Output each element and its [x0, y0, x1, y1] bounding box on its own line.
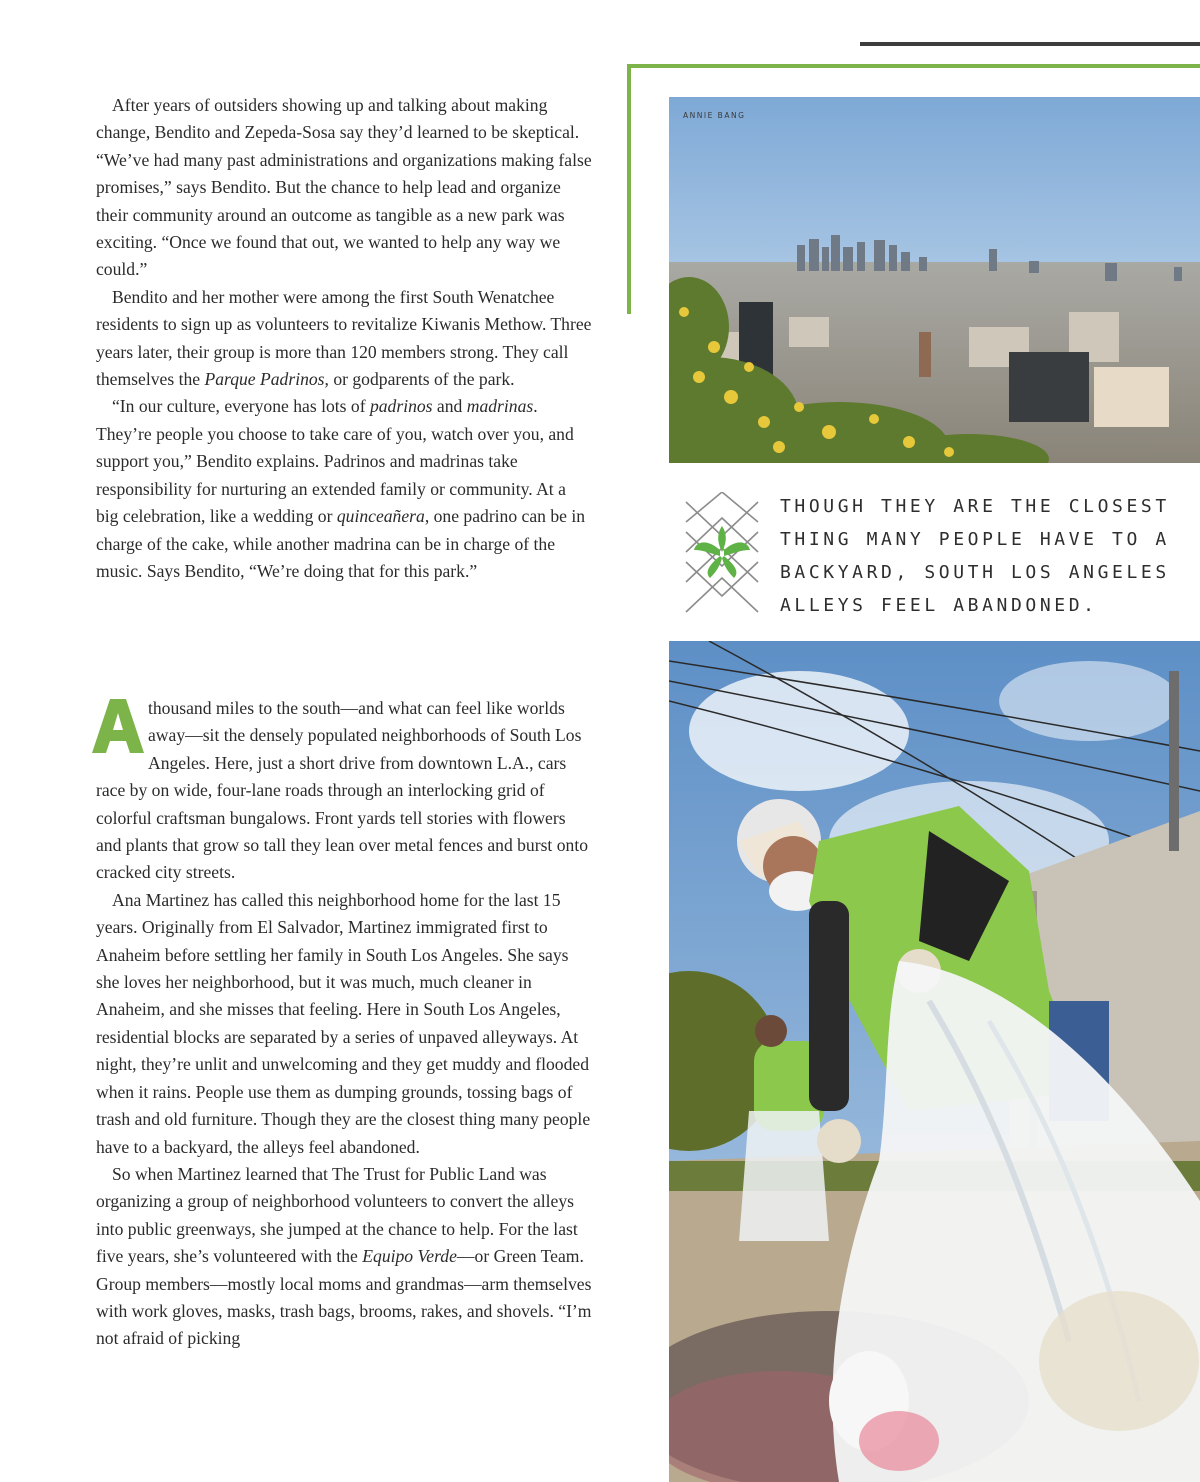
volunteer-cleanup-photo — [669, 641, 1200, 1482]
fence-sprout-icon — [676, 492, 768, 614]
pull-quote: THOUGH THEY ARE THE CLOSEST THING MANY PEOPLE HAVE TO A BACKYARD, SOUTH LOS ANGELES ALLEYS FEEL ABANDONED. — [780, 496, 1170, 616]
paragraph: After years of outsiders showing up and talking about making change, Bendito and Zepeda-Sosa say they’d learned to be skeptical. “We’ve had many past administrations and organizations making false promises,” says Bendito. But the chance to help lead and organize their community around an outcome as tangible as a new park was exciting. “Once we found that out, we wanted to help any way we could.” — [96, 95, 592, 280]
top-rule — [860, 42, 1200, 46]
paragraph: Ana Martinez has called this neighborhood home for the last 15 years. Originally from El Salvador, Martinez immigrated first to Anaheim before settling her family in South Los Angeles. She says she loves her neighborhood, but it was much, much cleaner in Anaheim, and she misses that feeling. Here in South Los Angeles, residential blocks are separated by a series of unpaved alleyways. At night, they’re unlit and unwelcoming and they get muddy and flooded when it rains. People use them as dumping grounds, tossing bags of trash and old furniture. Though they are the closest thing many people have to a backyard, the alleys feel abandoned. — [96, 889, 591, 1157]
article-column-2 — [96, 695, 592, 1353]
article-column-1 — [96, 92, 592, 585]
paragraph: “In our culture, everyone has lots of padrinos and madrinas. They’re people you choose to take care of you, watch over you, and support you,” Bendito explains. Padrinos and madrinas take responsibility for nurturing an extended family or community. At a big celebration, like a wedding or quinceañera, one padrino can be in charge of the cake, while another madrina can be in charge of the music. Says Bendito, “We’re doing that for this park.” — [96, 396, 586, 581]
photo-credit: ANNIE BANG — [683, 111, 746, 120]
paragraph: Bendito and her mother were among the first South Wenatchee residents to sign up as volunteers to revitalize Kiwanis Methow. Three years later, their group is more than 120 members strong. They call themselves the Parque Padrinos, or godparents of the park. — [96, 286, 592, 390]
skyline-photo — [669, 97, 1200, 463]
skyline-illustration — [669, 97, 1200, 463]
paragraph: thousand miles to the south—and what can feel like worlds away—sit the densely populated neighborhoods of South Los Angeles. Here, just a short drive from downtown L.A., cars race by on wide, four-lane roads through an interlocking grid of colorful craftsman bungalows. Front yards tell stories with flowers and plants that grow so tall they lean over metal fences and burst onto cracked city streets. — [96, 695, 592, 887]
drop-cap — [92, 697, 144, 755]
paragraph: So when Martinez learned that The Trust for Public Land was organizing a group of neighborhood volunteers to convert the alleys into public greenways, she jumped at the chance to help. For the last five years, she’s volunteered with the Equipo Verde—or Green Team. Group members—mostly local moms and grandmas—arm themselves with work gloves, masks, trash bags, brooms, rakes, and shovels. “I’m not afraid of picking — [96, 1163, 592, 1349]
cleanup-illustration — [669, 641, 1200, 1482]
